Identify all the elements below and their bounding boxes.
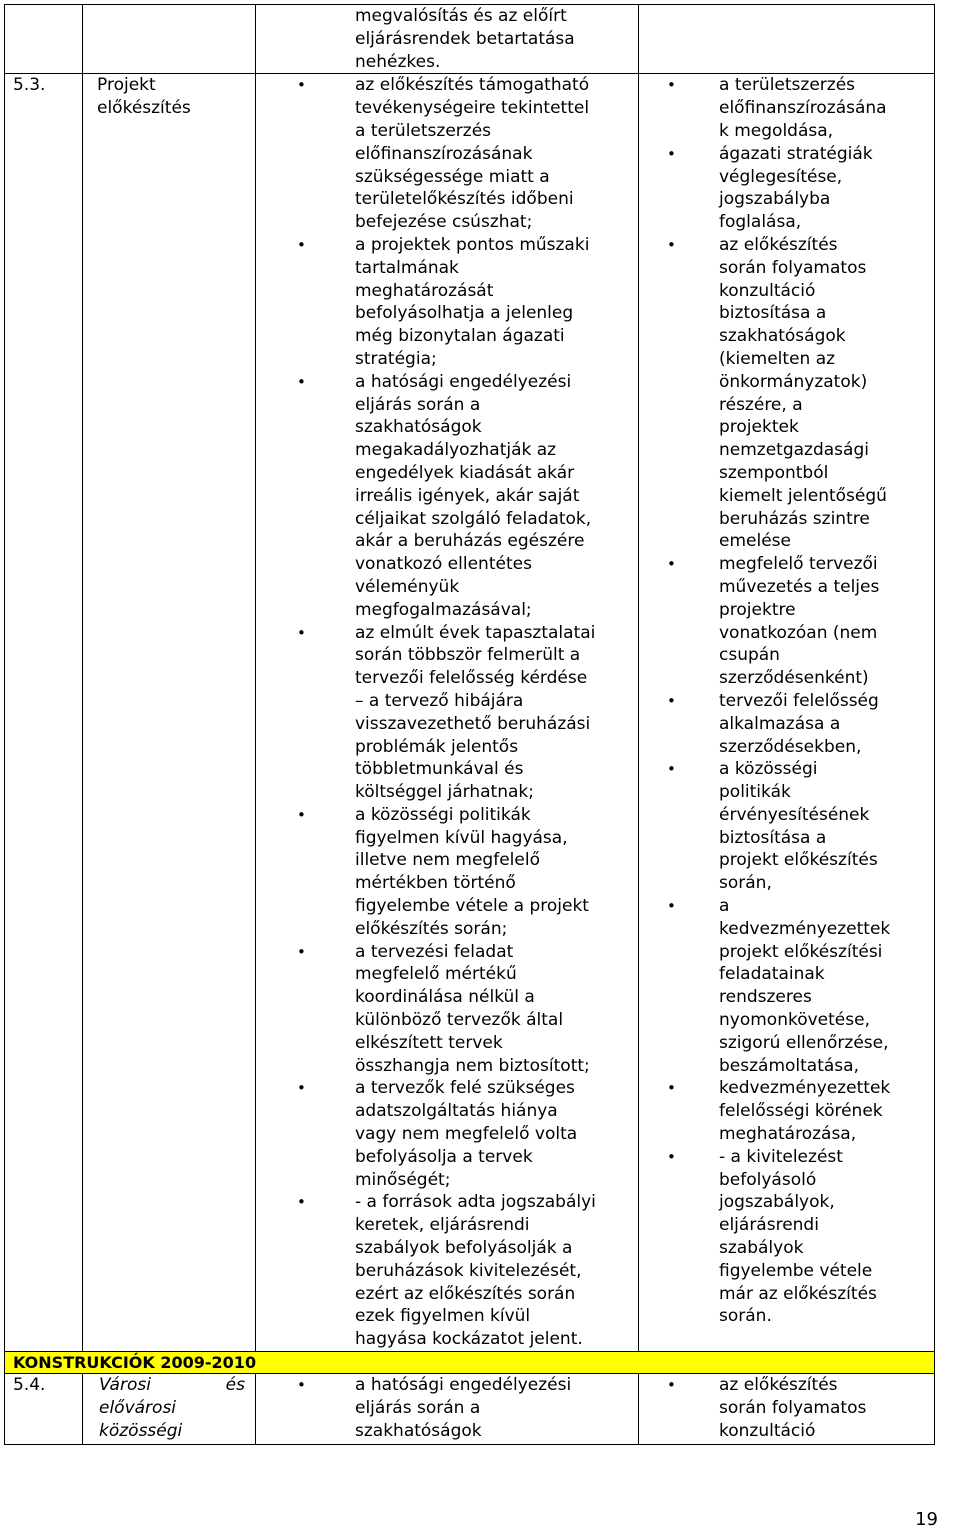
risk-item-line: megfelelő mértékű (355, 964, 517, 985)
risk-list (256, 74, 638, 1351)
risk-item-line: megakadályozhatják az (355, 440, 557, 461)
section-number: 5.3. (13, 75, 46, 96)
page-number: 19 (915, 1509, 938, 1530)
cell-risk-continuation (256, 5, 639, 74)
mitigation-item (639, 1077, 934, 1145)
mitigation-item-line: meghatározása, (719, 1124, 857, 1145)
risk-item-line: • a tervezők felé szükséges (355, 1078, 575, 1099)
mitigation-item-line: nemzetgazdasági (719, 440, 869, 461)
mitigation-item-line: • kedvezményezettek (719, 1078, 891, 1099)
risk-item-line: meghatározását (355, 280, 494, 301)
mitigation-item-line: önkormányzatok) (719, 371, 868, 392)
mitigation-item-line: befolyásoló (719, 1169, 817, 1190)
mitigation-item-line: szerződésenként) (719, 668, 869, 689)
risk-item-line: irreális igények, akár saját (355, 485, 580, 506)
risk-item-line: • a projektek pontos műszaki (355, 234, 590, 255)
cell-section-number (5, 74, 83, 1352)
risk-item-line: ezek figyelmen kívül (355, 1306, 531, 1327)
risk-item-line: beruházások kivitelezését, (355, 1260, 582, 1281)
mitigation-item-line: már az előkészítés (719, 1283, 877, 1304)
mitigation-item-line: beszámoltatása, (719, 1055, 859, 1076)
konstrukciok-header: KONSTRUKCIÓK 2009-2010 (5, 1352, 935, 1374)
risk-item-line: szakhatóságok (355, 417, 482, 438)
mitigation-item-line: véglegesítése, (719, 166, 843, 187)
risk-item-line: • az előkészítés támogatható (355, 75, 590, 96)
risk-item-line: – a tervező hibájára (355, 690, 524, 711)
risk-item-line: tervezői felelősség kérdése (355, 668, 588, 689)
mitigation-item-line: • az előkészítés (719, 234, 838, 255)
cell-mitigations (639, 74, 935, 1352)
title-word-es: és (225, 1375, 245, 1396)
mitigation-item-line: szabályok (719, 1238, 804, 1259)
mitigation-item (639, 1146, 934, 1328)
mitigation-item-line: • a területszerzés (719, 75, 856, 96)
mitigation-item-line: • - a kivitelezést (719, 1146, 843, 1167)
mitigation-list (639, 1374, 934, 1442)
mitigation-item-line: során folyamatos (719, 1397, 867, 1418)
mitigation-item-line: emelése (719, 531, 791, 552)
cell-mitigations (639, 1374, 935, 1445)
mitigation-item-line: politikák (719, 782, 791, 803)
mitigation-item-line: szigorú ellenőrzése, (719, 1032, 889, 1053)
title-line: közösségi (99, 1420, 183, 1441)
mitigation-item-line: konzultáció (719, 1420, 816, 1441)
mitigation-item (639, 553, 934, 690)
cell-risks (256, 74, 639, 1352)
mitigation-item-line: kiemelt jelentőségű (719, 485, 887, 506)
title-line: elővárosi (99, 1397, 177, 1418)
mitigation-item-line: feladatainak (719, 964, 825, 985)
risk-item-line: szükségessége miatt a (355, 166, 550, 187)
risk-item-line: koordinálása nélkül a (355, 987, 535, 1008)
table-row-continuation (5, 5, 935, 74)
mitigation-item-line: során folyamatos (719, 257, 867, 278)
risk-item-line: visszavezethető beruházási (355, 713, 591, 734)
risk-item-line: költséggel járhatnak; (355, 782, 534, 803)
mitigation-item-line: projektek (719, 417, 799, 438)
section-number: 5.4. (13, 1375, 46, 1396)
risk-item-line: • a közösségi politikák (355, 804, 531, 825)
risk-item (256, 1374, 638, 1442)
risk-item (256, 622, 638, 804)
mitigation-item-line: részére, a (719, 394, 803, 415)
risk-item-line: problémák jelentős (355, 736, 519, 757)
mitigation-item-line: eljárásrendi (719, 1215, 819, 1236)
konstrukciok-header-row (5, 1352, 935, 1374)
risk-item-line: keretek, eljárásrendi (355, 1215, 530, 1236)
risk-item-line: megfogalmazásával; (355, 599, 532, 620)
mitigation-item-line: • az előkészítés (719, 1375, 838, 1396)
risk-item-line: mértékben történő (355, 873, 516, 894)
risk-item-line: • a hatósági engedélyezési (355, 1375, 572, 1396)
mitigation-item-line: • tervezői felelősség (719, 690, 879, 711)
risk-item-line: engedélyek kiadását akár (355, 462, 575, 483)
mitigation-item-line: során. (719, 1306, 772, 1327)
risk-item-line: különböző tervezők által (355, 1010, 564, 1031)
cell-number-empty (5, 5, 83, 74)
mitigation-item-line: figyelembe vétele (719, 1260, 873, 1281)
risk-item-line: vagy nem megfelelő volta (355, 1124, 578, 1145)
mitigation-item (639, 895, 934, 1077)
mitigation-list (639, 74, 934, 1328)
risk-item-line: vonatkozó ellentétes (355, 554, 532, 575)
mitigation-item-line: rendszeres (719, 987, 812, 1008)
risk-item-line: előkészítés során; (355, 918, 508, 939)
risk-item-line: stratégia; (355, 348, 437, 369)
text-line: eljárásrendek betartatása (355, 28, 575, 49)
section-title (97, 74, 255, 120)
mitigation-item-line: (kiemelten az (719, 348, 836, 369)
risk-item-line: céljaikat szolgáló feladatok, (355, 508, 592, 529)
mitigation-item-line: szempontból (719, 462, 829, 483)
risk-item-line: hagyása kockázatot jelent. (355, 1329, 583, 1350)
text-line: megvalósítás és az előírt (355, 6, 567, 26)
mitigation-item-line: projekt előkészítési (719, 941, 883, 962)
risk-continuation-text (256, 5, 638, 73)
risk-item-line: a területszerzés (355, 120, 492, 141)
risk-item-line: tartalmának (355, 257, 459, 278)
risk-item-line: többletmunkával és (355, 759, 524, 780)
mitigation-item (639, 234, 934, 553)
mitigation-item (639, 758, 934, 895)
mitigation-item-line: csupán (719, 645, 780, 666)
risk-item-line: • az elmúlt évek tapasztalatai (355, 622, 596, 643)
table-row-5-3 (5, 74, 935, 1352)
risk-item-line: • a tervezési feladat (355, 941, 514, 962)
risk-item-line: • - a források adta jogszabályi (355, 1192, 596, 1213)
mitigation-item (639, 74, 934, 142)
risk-item-line: előfinanszírozásának (355, 143, 533, 164)
mitigation-item-line: k megoldása, (719, 120, 834, 141)
mitigation-item-line: foglalása, (719, 212, 802, 233)
mitigation-item (639, 690, 934, 758)
risk-table (4, 4, 935, 1445)
mitigation-item-line: nyomonkövetése, (719, 1010, 870, 1031)
section-title-rest (99, 1397, 255, 1443)
mitigation-item-line: projektre (719, 599, 796, 620)
mitigation-item-line: szerződésekben, (719, 736, 862, 757)
risk-item-line: befolyásolhatja a jelenleg (355, 303, 574, 324)
risk-item-line: adatszolgáltatás hiánya (355, 1101, 558, 1122)
risk-item-line: véleményük (355, 576, 460, 597)
mitigation-item-line: beruházás szintre (719, 508, 870, 529)
risk-item-line: összhangja nem biztosított; (355, 1055, 590, 1076)
cell-section-title (83, 74, 256, 1352)
risk-item-line: befejezése csúszhat; (355, 212, 533, 233)
risk-item-line: illetve nem megfelelő (355, 850, 540, 871)
risk-item-line: ezért az előkészítés során (355, 1283, 576, 1304)
mitigation-item-line: biztosítása a (719, 827, 827, 848)
risk-item-line: tevékenységeire tekintettel (355, 98, 590, 119)
mitigation-item-line: biztosítása a (719, 303, 827, 324)
risk-item (256, 804, 638, 941)
risk-item-line: akár a beruházás egészére (355, 531, 585, 552)
mitigation-item-line: során, (719, 873, 772, 894)
cell-mitigation-empty (639, 5, 935, 74)
risk-item (256, 1191, 638, 1351)
risk-item-line: területelőkészítés időbeni (355, 189, 574, 210)
cell-name-empty (83, 5, 256, 74)
risk-item (256, 941, 638, 1078)
mitigation-item-line: alkalmazása a (719, 713, 841, 734)
mitigation-item-line: • megfelelő tervezői (719, 554, 878, 575)
text-line: nehézkes. (355, 51, 441, 72)
risk-item-line: eljárás során a (355, 394, 481, 415)
mitigation-item-line: • a (719, 896, 730, 917)
risk-item (256, 371, 638, 622)
mitigation-item-line: vonatkozóan (nem (719, 622, 878, 643)
mitigation-item-line: felelősségi körének (719, 1101, 883, 1122)
risk-item-line: szabályok befolyásolják a (355, 1238, 573, 1259)
section-title-first-line (99, 1374, 255, 1397)
risk-item-line: során többször felmerült a (355, 645, 581, 666)
risk-item-line: elkészített tervek (355, 1032, 503, 1053)
mitigation-item-line: művezetés a teljes (719, 576, 880, 597)
cell-risks (256, 1374, 639, 1445)
risk-item-line: minőségét; (355, 1169, 451, 1190)
mitigation-item (639, 1374, 934, 1442)
mitigation-item-line: konzultáció (719, 280, 816, 301)
title-word-varosi: Városi (99, 1375, 151, 1396)
mitigation-item (639, 143, 934, 234)
risk-item-line: • a hatósági engedélyezési (355, 371, 572, 392)
risk-item-line: szakhatóságok (355, 1420, 482, 1441)
risk-list (256, 1374, 638, 1442)
cell-section-number (5, 1374, 83, 1445)
mitigation-item-line: • a közösségi (719, 759, 818, 780)
mitigation-item-line: projekt előkészítés (719, 850, 878, 871)
mitigation-item-line: jogszabályok, (719, 1192, 835, 1213)
risk-item-line: befolyásolja a tervek (355, 1146, 533, 1167)
risk-item (256, 1077, 638, 1191)
risk-item (256, 74, 638, 234)
mitigation-item-line: érvényesítésének (719, 804, 870, 825)
mitigation-item-line: kedvezményezettek (719, 918, 891, 939)
risk-item-line: eljárás során a (355, 1397, 481, 1418)
title-line: előkészítés (97, 98, 191, 119)
mitigation-item-line: szakhatóságok (719, 326, 846, 347)
risk-item (256, 234, 638, 371)
risk-item-line: figyelembe vétele a projekt (355, 896, 589, 917)
risk-item-line: még bizonytalan ágazati (355, 326, 565, 347)
mitigation-item-line: jogszabályba (719, 189, 831, 210)
mitigation-item-line: • ágazati stratégiák (719, 143, 873, 164)
table-row-5-4 (5, 1374, 935, 1445)
cell-section-title (83, 1374, 256, 1445)
title-line: Projekt (97, 75, 156, 96)
risk-item-line: figyelmen kívül hagyása, (355, 827, 568, 848)
mitigation-item-line: előfinanszírozásána (719, 98, 887, 119)
